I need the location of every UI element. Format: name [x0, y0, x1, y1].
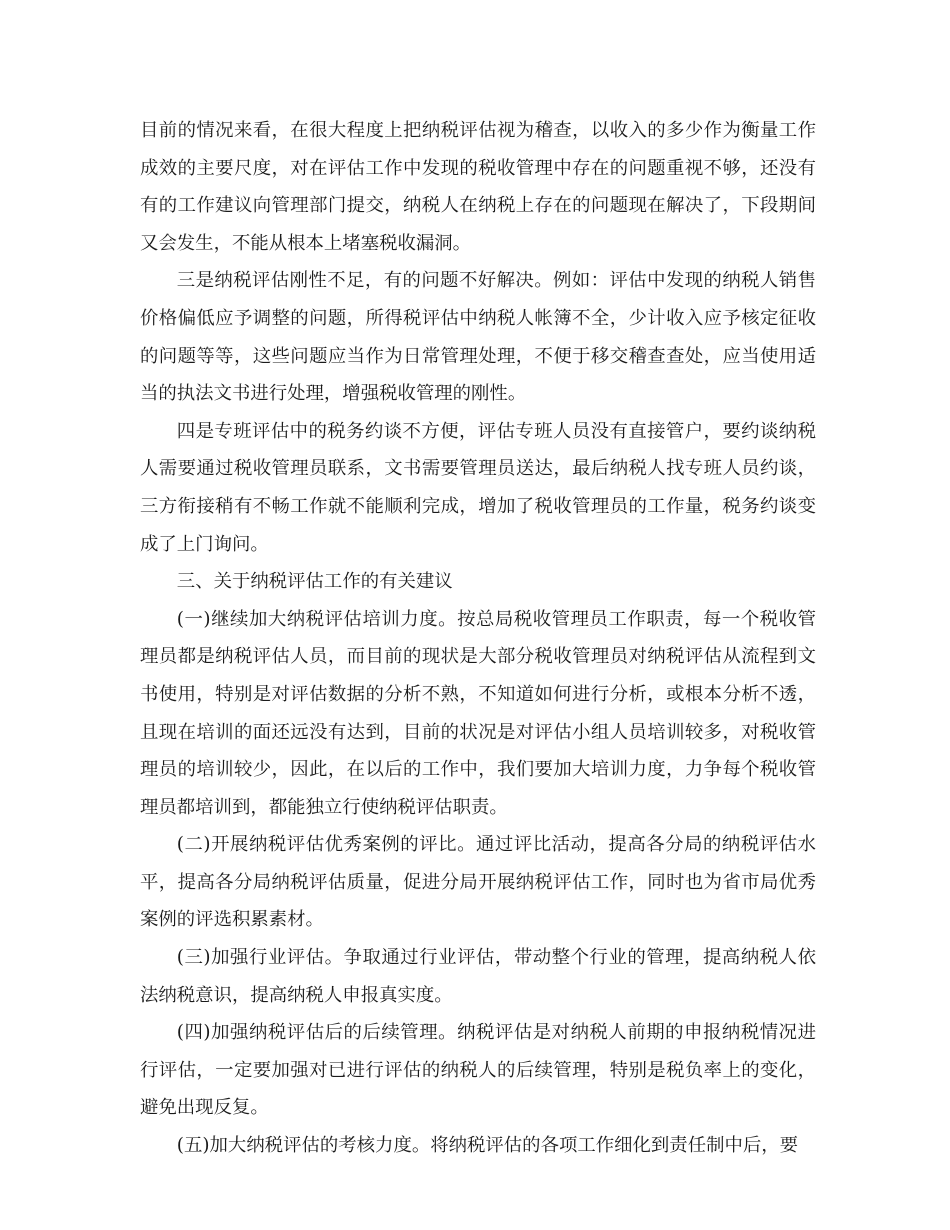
paragraph-suggestion-4: (四)加强纳税评估后的后续管理。纳税评估是对纳税人前期的申报纳税情况进行评估，一定要加强对已进行评估的纳税人的后续管理，特别是税负率上的变化，避免出现反复。	[140, 1022, 816, 1119]
document-body	[140, 112, 816, 1165]
paragraph-suggestion-3: (三)加强行业评估。争取通过行业评估，带动整个行业的管理，提高纳税人依法纳税意识，提高纳税人申报真实度。	[140, 947, 816, 1006]
paragraph-suggestion-2: (二)开展纳税评估优秀案例的评比。通过评比活动，提高各分局的纳税评估水平，提高各分局纳税评估质量，促进分局开展纳税评估工作，同时也为省市局优秀案例的评选积累素材。	[140, 834, 816, 931]
paragraph-point-three: 三是纳税评估刚性不足，有的问题不好解决。例如：评估中发现的纳税人销售价格偏低应予调整的问题，所得税评估中纳税人帐簿不全，少计收入应予核定征收的问题等等，这些问题应当作为日常管理处理，不便于移交稽查查处，应当使用适当的执法文书进行处理，增强税收管理的刚性。	[140, 270, 816, 405]
paragraph-continuation: 目前的情况来看，在很大程度上把纳税评估视为稽查，以收入的多少作为衡量工作成效的主要尺度，对在评估工作中发现的税收管理中存在的问题重视不够，还没有有的工作建议向管理部门提交，纳税人在纳税上存在的问题现在解决了，下段期间又会发生，不能从根本上堵塞税收漏洞。	[140, 120, 816, 254]
paragraph-suggestion-5: (五)加大纳税评估的考核力度。将纳税评估的各项工作细化到责任制中后，要	[176, 1135, 799, 1157]
paragraph-point-four: 四是专班评估中的税务约谈不方便，评估专班人员没有直接管户，要约谈纳税人需要通过税收管理员联系，文书需要管理员送达，最后纳税人找专班人员约谈，三方衔接稍有不畅工作就不能顺利完成，增加了税收管理员的工作量，税务约谈变成了上门询问。	[140, 420, 816, 555]
section-heading-suggestions: 三、关于纳税评估工作的有关建议	[176, 571, 453, 593]
paragraph-suggestion-1: (一)继续加大纳税评估培训力度。按总局税收管理员工作职责，每一个税收管理员都是纳税评估人员，而目前的现状是大部分税收管理员对纳税评估从流程到文书使用，特别是对评估数据的分析不熟，不知道如何进行分析，或根本分析不透，且现在培训的面还远没有达到，目前的状况是对评估小组人员培训较多，对税收管理员的培训较少，因此，在以后的工作中，我们要加大培训力度，力争每个税收管理员都培训到，都能独立行使纳税评估职责。	[140, 608, 816, 818]
